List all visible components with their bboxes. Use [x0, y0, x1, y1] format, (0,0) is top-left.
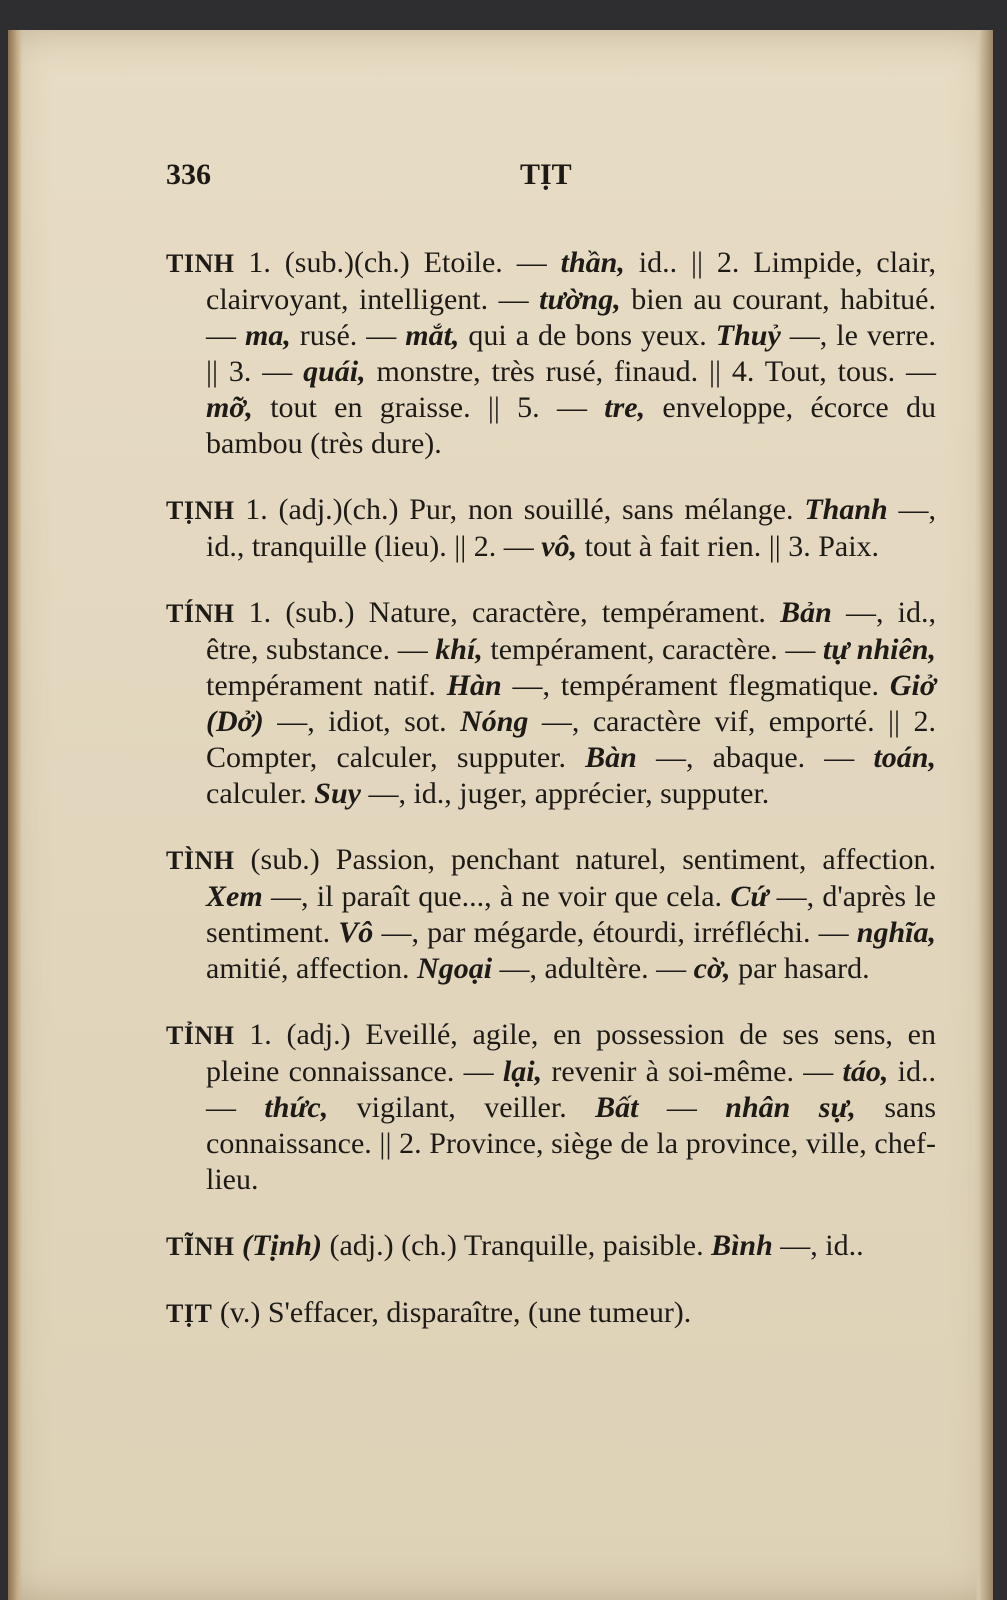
page-edge	[975, 30, 993, 1600]
entry-vietnamese-term: mắt,	[405, 319, 460, 352]
entry-vietnamese-term: Cứ	[730, 880, 769, 913]
entry-vietnamese-term: Xem	[206, 880, 263, 913]
entry-text: —, d'après le sentiment.	[206, 880, 936, 949]
entry-headword: TĨNH	[166, 1232, 235, 1261]
entry-text: bien au courant, habitué. —	[206, 283, 936, 352]
entry-vietnamese-term: Nóng	[460, 705, 529, 738]
dictionary-entry	[166, 842, 936, 987]
entry-text: tout en graisse. || 5. —	[252, 391, 605, 424]
entry-vietnamese-term: tự nhiên,	[822, 633, 936, 666]
entry-text: tempérament, caractère. —	[482, 633, 823, 666]
entry-text: qui a de bons yeux.	[459, 319, 716, 352]
entry-text: amitié, affection.	[206, 952, 418, 985]
entry-text: 1. (adj.)(ch.) Pur, non souillé, sans mélange.	[234, 493, 805, 526]
entry-vietnamese-term: Thanh	[804, 493, 888, 526]
entry-text: calculer.	[206, 777, 315, 810]
entry-text: id.. —	[206, 1055, 937, 1124]
dictionary-entries	[166, 215, 936, 1346]
entry-headword: TÌNH	[166, 846, 235, 875]
entry-vietnamese-term: Giở (Dở)	[206, 669, 936, 738]
entry-vietnamese-term: Bình	[711, 1229, 773, 1262]
page-header	[8, 158, 993, 198]
entry-text: (adj.) (ch.) Tranquille, paisible.	[321, 1229, 712, 1262]
dictionary-entry	[166, 1017, 936, 1198]
entry-vietnamese-term: vô,	[541, 530, 578, 563]
entry-text: tout à fait rien. || 3. Paix.	[577, 530, 880, 563]
entry-vietnamese-term: tre,	[604, 391, 646, 424]
entry-text: 1. (sub.) Nature, caractère, tempérament.	[234, 596, 781, 629]
running-head: TỊT	[520, 158, 572, 191]
entry-text: par hasard.	[730, 952, 870, 985]
entry-vietnamese-term: khí,	[435, 633, 483, 666]
entry-headword: TỈNH	[166, 1021, 235, 1050]
entry-vietnamese-term: ma,	[244, 319, 291, 352]
dictionary-entry	[166, 492, 936, 565]
entry-vietnamese-term: mỡ,	[206, 391, 253, 424]
entry-text: —, adultère. —	[492, 952, 694, 985]
entry-text: 1. (sub.)(ch.) Etoile. —	[234, 246, 561, 279]
entry-vietnamese-term: thức,	[264, 1091, 329, 1124]
entry-vietnamese-term: nghĩa,	[856, 916, 936, 949]
entry-vietnamese-term: cờ,	[693, 952, 731, 985]
dictionary-entry	[166, 1228, 936, 1265]
entry-vietnamese-term: Bất	[595, 1091, 639, 1124]
entry-vietnamese-term: Hàn	[446, 669, 502, 702]
dictionary-entry	[166, 595, 936, 812]
entry-text: —, id., être, substance. —	[206, 596, 936, 666]
entry-vietnamese-term: (Tịnh)	[241, 1229, 322, 1262]
entry-text: rusé. —	[290, 319, 406, 352]
entry-text: —, id., juger, apprécier, supputer.	[360, 777, 770, 810]
entry-vietnamese-term: quái,	[303, 355, 366, 388]
entry-vietnamese-term: lại,	[502, 1055, 543, 1088]
entry-vietnamese-term: Suy	[314, 777, 361, 810]
entry-text: vigilant, veiller.	[328, 1091, 596, 1124]
entry-text: —, id., tranquille (lieu). || 2. —	[206, 493, 936, 563]
entry-vietnamese-term: táo,	[842, 1055, 889, 1088]
entry-text: —, idiot, sot.	[263, 705, 461, 738]
book-page	[8, 30, 993, 1600]
entry-vietnamese-term: Thuỷ	[715, 319, 781, 352]
entry-vietnamese-term: Ngoại	[417, 952, 493, 985]
entry-vietnamese-term: toán,	[873, 741, 936, 774]
entry-text: 1. (adj.) Eveillé, agile, en possession de ses sens, en pleine connaissance. —	[206, 1018, 936, 1088]
entry-text: —, id..	[772, 1229, 864, 1262]
entry-vietnamese-term: Bản	[780, 596, 832, 629]
entry-text: —, il paraît que..., à ne voir que cela.	[262, 880, 731, 913]
entry-text: —, tempérament flegmatique.	[501, 669, 890, 702]
entry-text: —, caractère vif, emporté. || 2. Compter, calculer, supputer.	[206, 705, 936, 774]
dictionary-entry	[166, 1295, 936, 1332]
entry-headword: TỊT	[166, 1299, 213, 1328]
book-spine-shadow	[8, 30, 22, 1600]
entry-headword: TINH	[166, 249, 235, 278]
entry-text: monstre, très rusé, finaud. || 4. Tout, tous. —	[365, 355, 936, 388]
page-number: 336	[166, 158, 211, 191]
entry-text	[234, 1229, 242, 1262]
entry-text: (v.) S'effacer, disparaître, (une tumeur).	[212, 1296, 692, 1329]
entry-headword: TỊNH	[166, 496, 235, 525]
entry-text: (sub.) Passion, penchant naturel, sentiment, affection.	[234, 843, 936, 876]
entry-text: —, abaque. —	[636, 741, 874, 774]
entry-vietnamese-term: Bàn	[585, 741, 637, 774]
entry-text: tempérament natif.	[206, 669, 447, 702]
entry-text: —, par mégarde, étourdi, irréfléchi. —	[373, 916, 857, 949]
entry-vietnamese-term: Vô	[338, 916, 374, 949]
entry-text: —	[638, 1091, 726, 1124]
entry-text: id.. || 2. Limpide, clair, clairvoyant, intelligent. —	[206, 246, 936, 316]
entry-text: —, le verre. || 3. —	[206, 319, 937, 388]
entry-text: enveloppe, écorce du bambou (très dure).	[206, 391, 936, 460]
dictionary-entry	[166, 245, 936, 462]
entry-text: sans connaissance. || 2. Province, siège de la province, ville, chef-lieu.	[206, 1091, 937, 1196]
entry-vietnamese-term: thần,	[560, 246, 625, 279]
entry-vietnamese-term: nhân sự,	[725, 1091, 856, 1124]
entry-text: revenir à soi-même. —	[542, 1055, 843, 1088]
entry-headword: TÍNH	[166, 599, 235, 628]
entry-vietnamese-term: tường,	[539, 283, 621, 316]
